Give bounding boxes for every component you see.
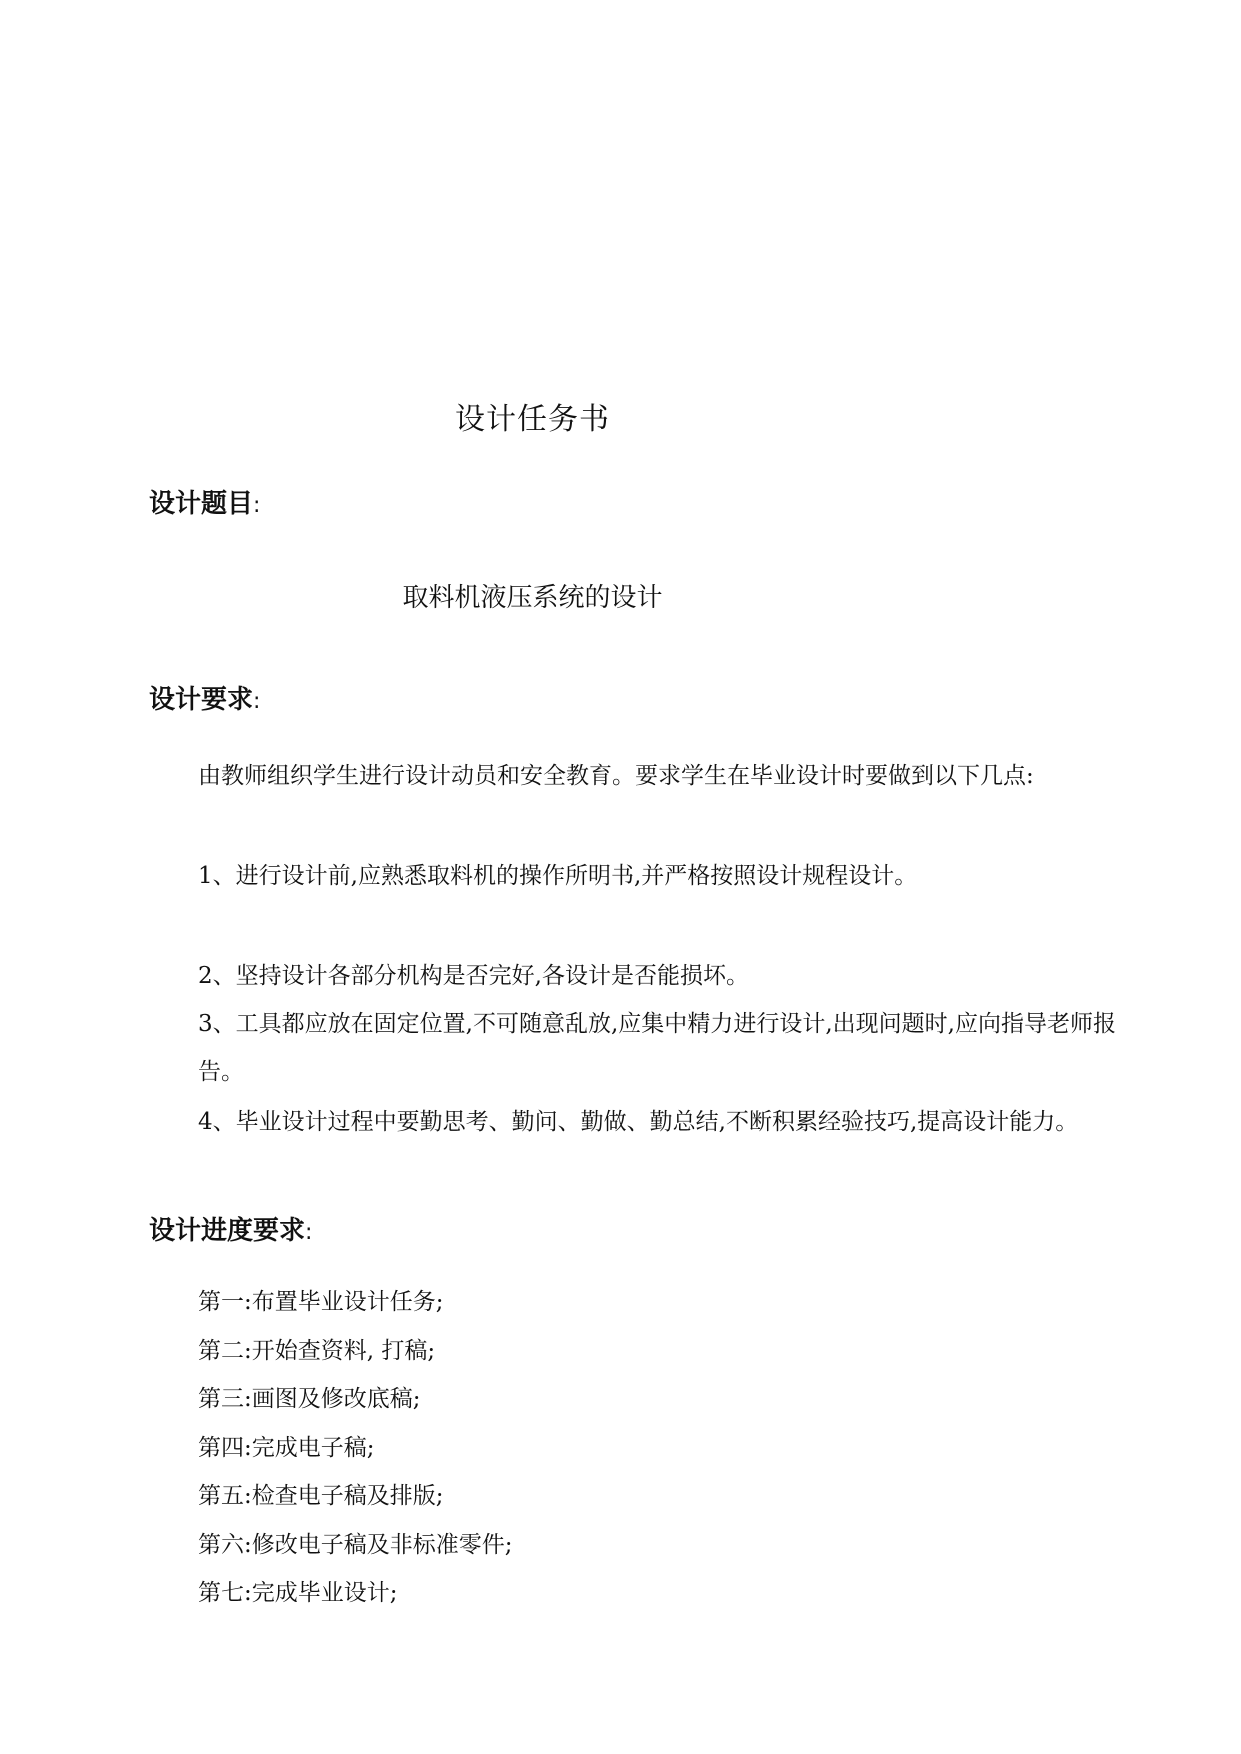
schedule-heading-colon: : [305,1220,313,1245]
topic-heading [149,486,260,524]
schedule-item: 第三:画图及修改底稿; [198,1386,421,1412]
schedule-heading [149,1213,312,1251]
schedule-item: 第四:完成电子稿; [198,1434,375,1461]
document-title: 设计任务书 [455,402,610,437]
requirements-heading-colon: : [253,689,261,714]
requirement-item-3: 3、工具都应放在固定位置,不可随意乱放,应集中精力进行设计,出现问题时,应向指导老师报告。 [198,1011,1116,1085]
topic-heading-text: 设计题目 [149,489,254,519]
design-topic: 取料机液压系统的设计 [402,583,663,613]
requirements-intro: 由教师组织学生进行设计动员和安全教育。要求学生在毕业设计时要做到以下几点: [198,763,1034,789]
schedule-item: 第二:开始查资料, 打稿; [198,1337,436,1364]
schedule-item: 第七:完成毕业设计; [198,1580,398,1606]
topic-heading-colon: : [253,493,261,518]
requirement-item-4: 4、毕业设计过程中要勤思考、勤问、勤做、勤总结,不断积累经验技巧,提高设计能力。 [198,1109,1079,1135]
schedule-heading-text: 设计进度要求 [149,1216,306,1246]
requirement-item-1: 1、进行设计前,应熟悉取料机的操作所明书,并严格按照设计规程设计。 [198,863,918,889]
requirements-heading-text: 设计要求 [149,685,254,715]
schedule-list [198,1278,513,1618]
requirements-heading [149,682,260,720]
requirement-item-2: 2、坚持设计各部分机构是否完好,各设计是否能损坏。 [198,963,749,989]
schedule-item: 第一:布置毕业设计任务; [198,1289,444,1315]
schedule-item: 第五:检查电子稿及排版; [198,1483,444,1509]
schedule-item: 第六:修改电子稿及非标准零件; [198,1531,513,1558]
